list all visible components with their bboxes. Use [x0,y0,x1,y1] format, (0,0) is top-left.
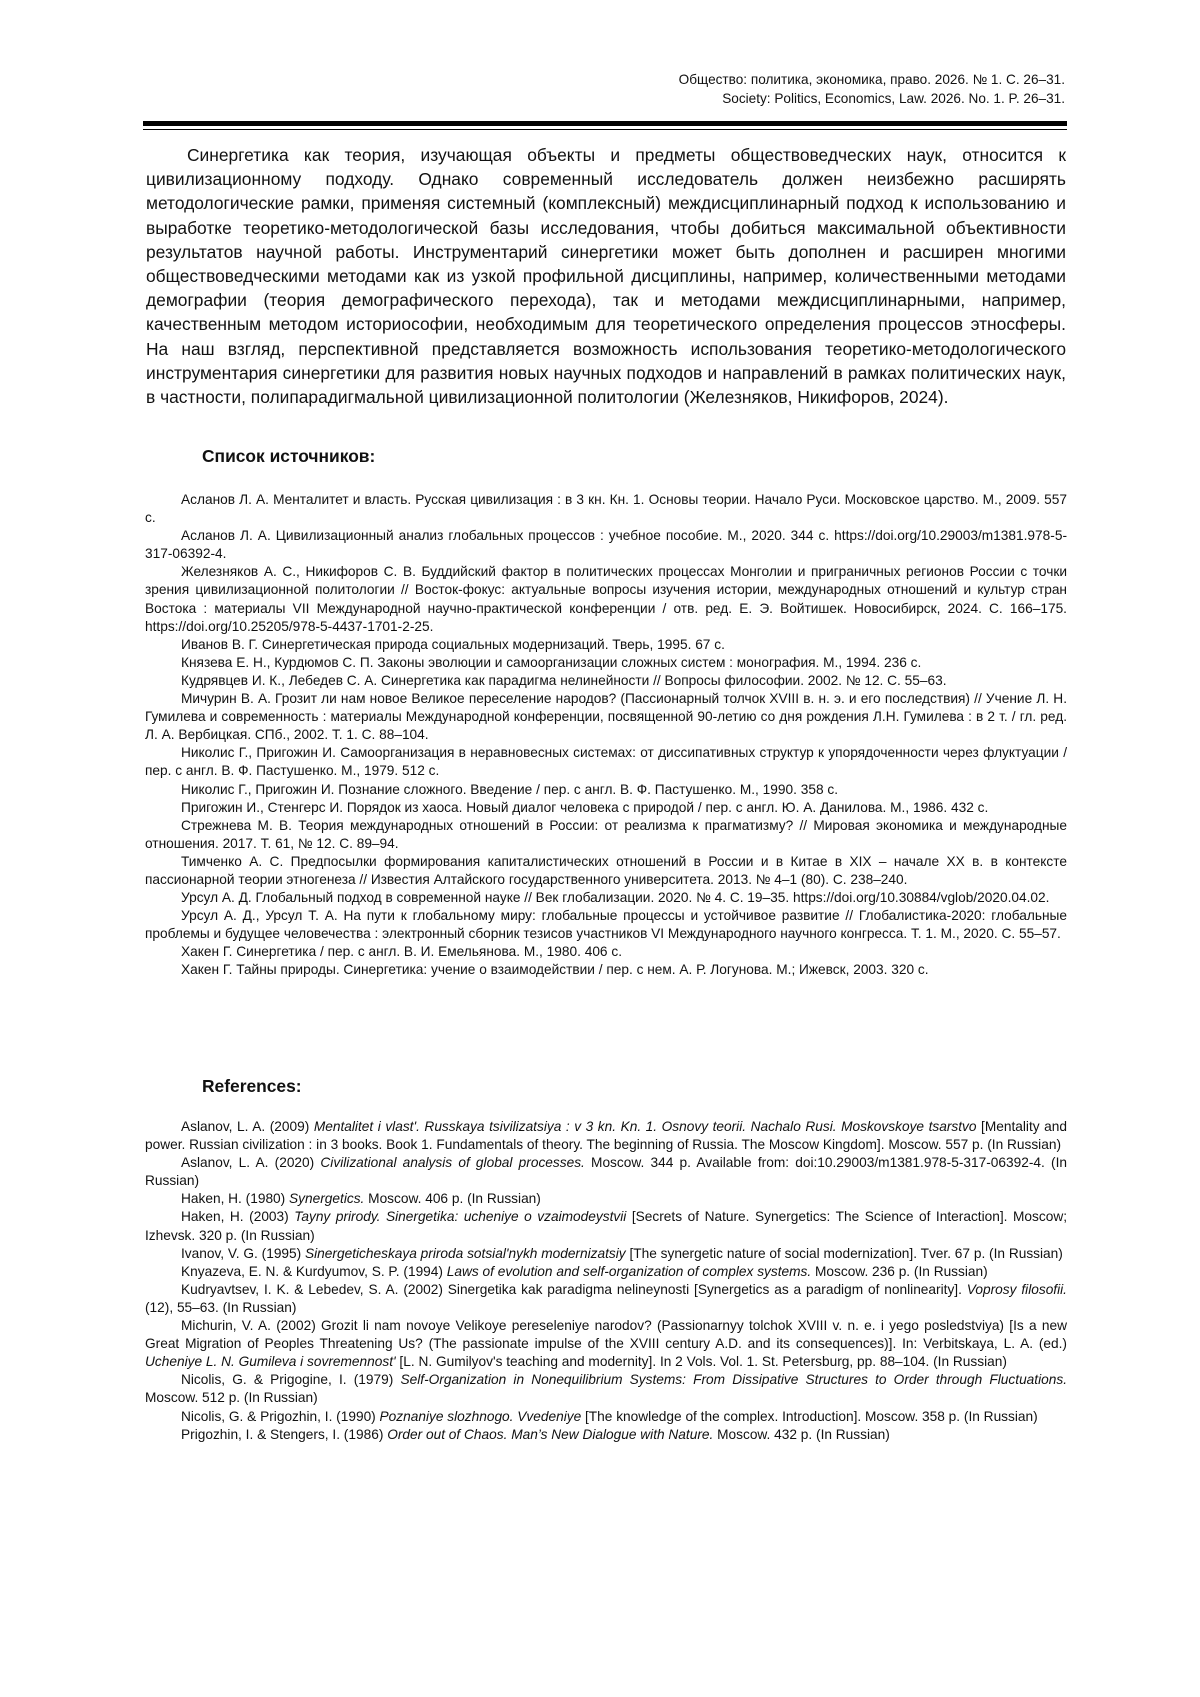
reference-text: [The synergetic nature of social modernization]. Tver. 67 p. (In Russian) [625,1245,1063,1261]
source-item: Асланов Л. А. Менталитет и власть. Русская цивилизация : в 3 кн. Кн. 1. Основы теории. Начало Руси. Московское царство. М., 2009. 557 с. [145,492,1067,526]
header-rule-thick [143,121,1067,126]
reference-item [145,1371,1067,1407]
reference-item [145,1263,1067,1281]
source-item: Хакен Г. Тайны природы. Синергетика: учение о взаимодействии / пер. с нем. А. Р. Логунова. М.; Ижевск, 2003. 320 с. [181,962,929,978]
source-item: Николис Г., Пригожин И. Познание сложного. Введение / пер. с англ. В. Ф. Пастушенко. М., 1990. 358 с. [181,781,839,797]
reference-text: [Secrets of Nature. Synergetics: The Science of Interaction]. Moscow; Izhevsk. 320 p. (In Russian) [145,1209,1068,1243]
reference-title: Mentalitet i vlast'. Russkaya tsivilizatsiya : v 3 kn. Kn. 1. Osnovy teorii. Nachalo Rusi. Moskovskoye tsarstvo [313,1119,977,1134]
reference-item [145,1426,1067,1444]
reference-item [145,1245,1067,1263]
reference-title: Poznaniye slozhnogo. Vvedeniye [379,1408,582,1424]
source-item: Николис Г., Пригожин И. Самоорганизация в неравновесных системах: от диссипативных структур к упорядоченности через флуктуации / пер. с англ. В. Ф. Пастушенко. М., 1979. 512 с. [145,745,1067,779]
reference-title: Ucheniye L. N. Gumileva i sovremennost' [145,1354,396,1370]
references-list [145,1118,1067,1444]
journal-citation-en: Society: Politics, Economics, Law. 2026. No. 1. P. 26–31. [722,91,1065,106]
references-heading: References: [202,1076,302,1096]
source-item: Иванов В. Г. Синергетическая природа социальных модернизаций. Тверь, 1995. 67 с. [181,636,725,652]
reference-title: Order out of Chaos. Man’s New Dialogue with Nature. [387,1426,714,1442]
source-item: Хакен Г. Синергетика / пер. с англ. В. И. Емельянова. М., 1980. 406 с. [181,944,622,960]
reference-title: Civilizational analysis of global processes. [320,1155,585,1171]
reference-text: [The knowledge of the complex. Introduction]. Moscow. 358 p. (In Russian) [581,1408,1038,1424]
reference-text: Moscow. 236 p. (In Russian) [811,1263,988,1279]
reference-item [145,1118,1067,1154]
reference-text: Nicolis, G. & Prigogine, I. (1979) [181,1372,401,1388]
reference-text: Moscow. 344 p. Available from: doi:10.29003/m1381.978-5-317-06392-4. (In Russian) [145,1155,1067,1189]
journal-citation-ru: Общество: политика, экономика, право. 2026. № 1. С. 26–31. [678,72,1065,87]
reference-item [145,1190,1067,1208]
reference-text: [Mentality and power. Russian civilization : in 3 books. Book 1. Fundamentals of theory. The beginning of Russia. The Moscow Kingdom]. Moscow. 557 p. (In Russian) [145,1119,1068,1153]
reference-text: Haken, H. (1980) [181,1191,290,1207]
reference-text: (12), 55–63. (In Russian) [145,1299,297,1315]
reference-text: [L. N. Gumilyov's teaching and modernity]. In 2 Vols. Vol. 1. St. Petersburg, pp. 88–104. (In Russian) [395,1354,1007,1370]
source-item: Стрежнева М. В. Теория международных отношений в России: от реализма к прагматизму? // Мировая экономика и международные отношения. 2017. Т. 61, № 12. С. 89–94. [145,817,1067,851]
reference-title: Voprosy filosofii. [966,1281,1067,1297]
source-item: Князева Е. Н., Курдюмов С. П. Законы эволюции и самоорганизации сложных систем : монография. М., 1994. 236 с. [181,654,922,670]
reference-text: Moscow. 512 p. (In Russian) [145,1390,318,1406]
reference-text: Michurin, V. A. (2002) Grozit li nam novoye Velikoye pereseleniye narodov? (Passionarnyy tolchok XVIII v. n. e. i yego posledstviya) [Is a new Great Migration of Peoples Threatening Us? (The passionate impulse of the XVIII century A.D. and its consequences)]. In: Verbitskaya, L. A. (ed.) [145,1318,1067,1352]
source-item: Кудрявцев И. К., Лебедев С. А. Синергетика как парадигма нелинейности // Вопросы философии. 2002. № 12. С. 55–63. [181,672,947,688]
source-item: Урсул А. Д. Глобальный подход в современной науке // Век глобализации. 2020. № 4. С. 19–35. https://doi.org/10.30884/vglob/2020.04.02. [181,890,1050,906]
reference-item [145,1154,1067,1190]
reference-title: Sinergeticheskaya priroda sotsial'nykh modernizatsiy [305,1245,626,1261]
reference-text: Aslanov, L. A. (2020) [181,1155,321,1171]
reference-text: Nicolis, G. & Prigozhin, I. (1990) [181,1408,380,1424]
reference-text: Knyazeva, E. N. & Kurdyumov, S. P. (1994) [181,1263,447,1279]
reference-title: Self-Organization in Nonequilibrium Systems: From Dissipative Structures to Order through Fluctuations. [400,1372,1068,1388]
reference-text: Prigozhin, I. & Stengers, I. (1986) [181,1426,388,1442]
header-rule-thin [143,129,1067,130]
reference-item [145,1281,1067,1317]
source-item: Урсул А. Д., Урсул Т. А. На пути к глобальному миру: глобальные процессы и устойчивое развитие // Глобалистика-2020: глобальные проблемы и будущее человечества : электронный сборник тезисов участников VI Международного научного конгресса. Т. 1. М., 2020. С. 55–57. [145,908,1067,942]
reference-title: Synergetics. [289,1191,365,1207]
reference-item [145,1208,1067,1244]
reference-item [145,1317,1067,1371]
source-item: Асланов Л. А. Цивилизационный анализ глобальных процессов : учебное пособие. М., 2020. 344 с. https://doi.org/10.29003/m1381.978-5-317-06392-4. [145,528,1067,562]
reference-text: Moscow. 432 p. (In Russian) [713,1426,890,1442]
journal-header [679,70,1065,108]
source-item: Тимченко А. С. Предпосылки формирования капиталистических отношений в России и в Китае в XIX – начале XX в. в контексте пассионарной теории этногенеза // Известия Алтайского государственного университета. 2013. № 4–1 (80). С. 238–240. [145,853,1067,887]
reference-text: Kudryavtsev, I. K. & Lebedev, S. A. (2002) Sinergetika kak paradigma nelineynosti [Synergetics as a paradigm of nonlinearity]. [181,1281,967,1297]
sources-list [145,491,1067,980]
source-item: Пригожин И., Стенгерс И. Порядок из хаоса. Новый диалог человека с природой / пер. с англ. Ю. А. Данилова. М., 1986. 432 с. [181,799,989,815]
conclusion-paragraph: Синергетика как теория, изучающая объекты и предметы обществоведческих наук, относится к цивилизационному подходу. Однако современный исследователь должен неизбежно расширять методологические рамки, применяя системный (комплексный) междисциплинарный подход к использованию и выработке теоретико-методологической базы исследования, чтобы добиться максимальной объективности результатов научной работы. Инструментарий синергетики может быть дополнен и расширен многими обществоведческими методами как из узкой профильной дисциплины, например, количественными методами демографии (теория демографического перехода), так и методами междисциплинарными, например, качественным методом историософии, необходимым для теоретического определения процессов этносферы. На наш взгляд, перспективной представляется возможность использования теоретико-методологического инструментария синергетики для развития новых научных подходов и направлений в рамках политических наук, в частности, полипарадигмальной цивилизационной политологии (Железняков, Никифоров, 2024). [146,145,1066,408]
reference-text: Moscow. 406 p. (In Russian) [364,1191,541,1207]
reference-text: Aslanov, L. A. (2009) [181,1119,314,1134]
reference-text: Ivanov, V. G. (1995) [181,1245,306,1261]
reference-text: Haken, H. (2003) [181,1209,295,1225]
source-item: Железняков А. С., Никифоров С. В. Буддийский фактор в политических процессах Монголии и приграничных регионов России с точки зрения цивилизационной политологии // Восток-фокус: актуальные вопросы изучения истории, международных отношений и культур стран Востока : материалы VII Международной научно-практической конференции / отв. ред. Е. Э. Войтишек. Новосибирск, 2024. С. 166–175. https://doi.org/10.25205/978-5-4437-1701-2-25. [145,564,1067,634]
sources-heading: Список источников: [202,446,376,466]
source-item: Мичурин В. А. Грозит ли нам новое Великое переселение народов? (Пассионарный толчок XVIII в. н. э. и его последствия) // Учение Л. Н. Гумилева и современность : материалы Международной конференции, посвященной 90-летию со дня рождения Л.Н. Гумилева : в 2 т. / гл. ред. Л. А. Вербицкая. СПб., 2002. Т. 1. С. 88–104. [145,691,1067,743]
reference-title: Laws of evolution and self-organization of complex systems. [446,1263,812,1279]
reference-item [145,1408,1067,1426]
reference-title: Tayny prirody. Sinergetika: ucheniye o vzaimodeystvii [294,1209,627,1225]
